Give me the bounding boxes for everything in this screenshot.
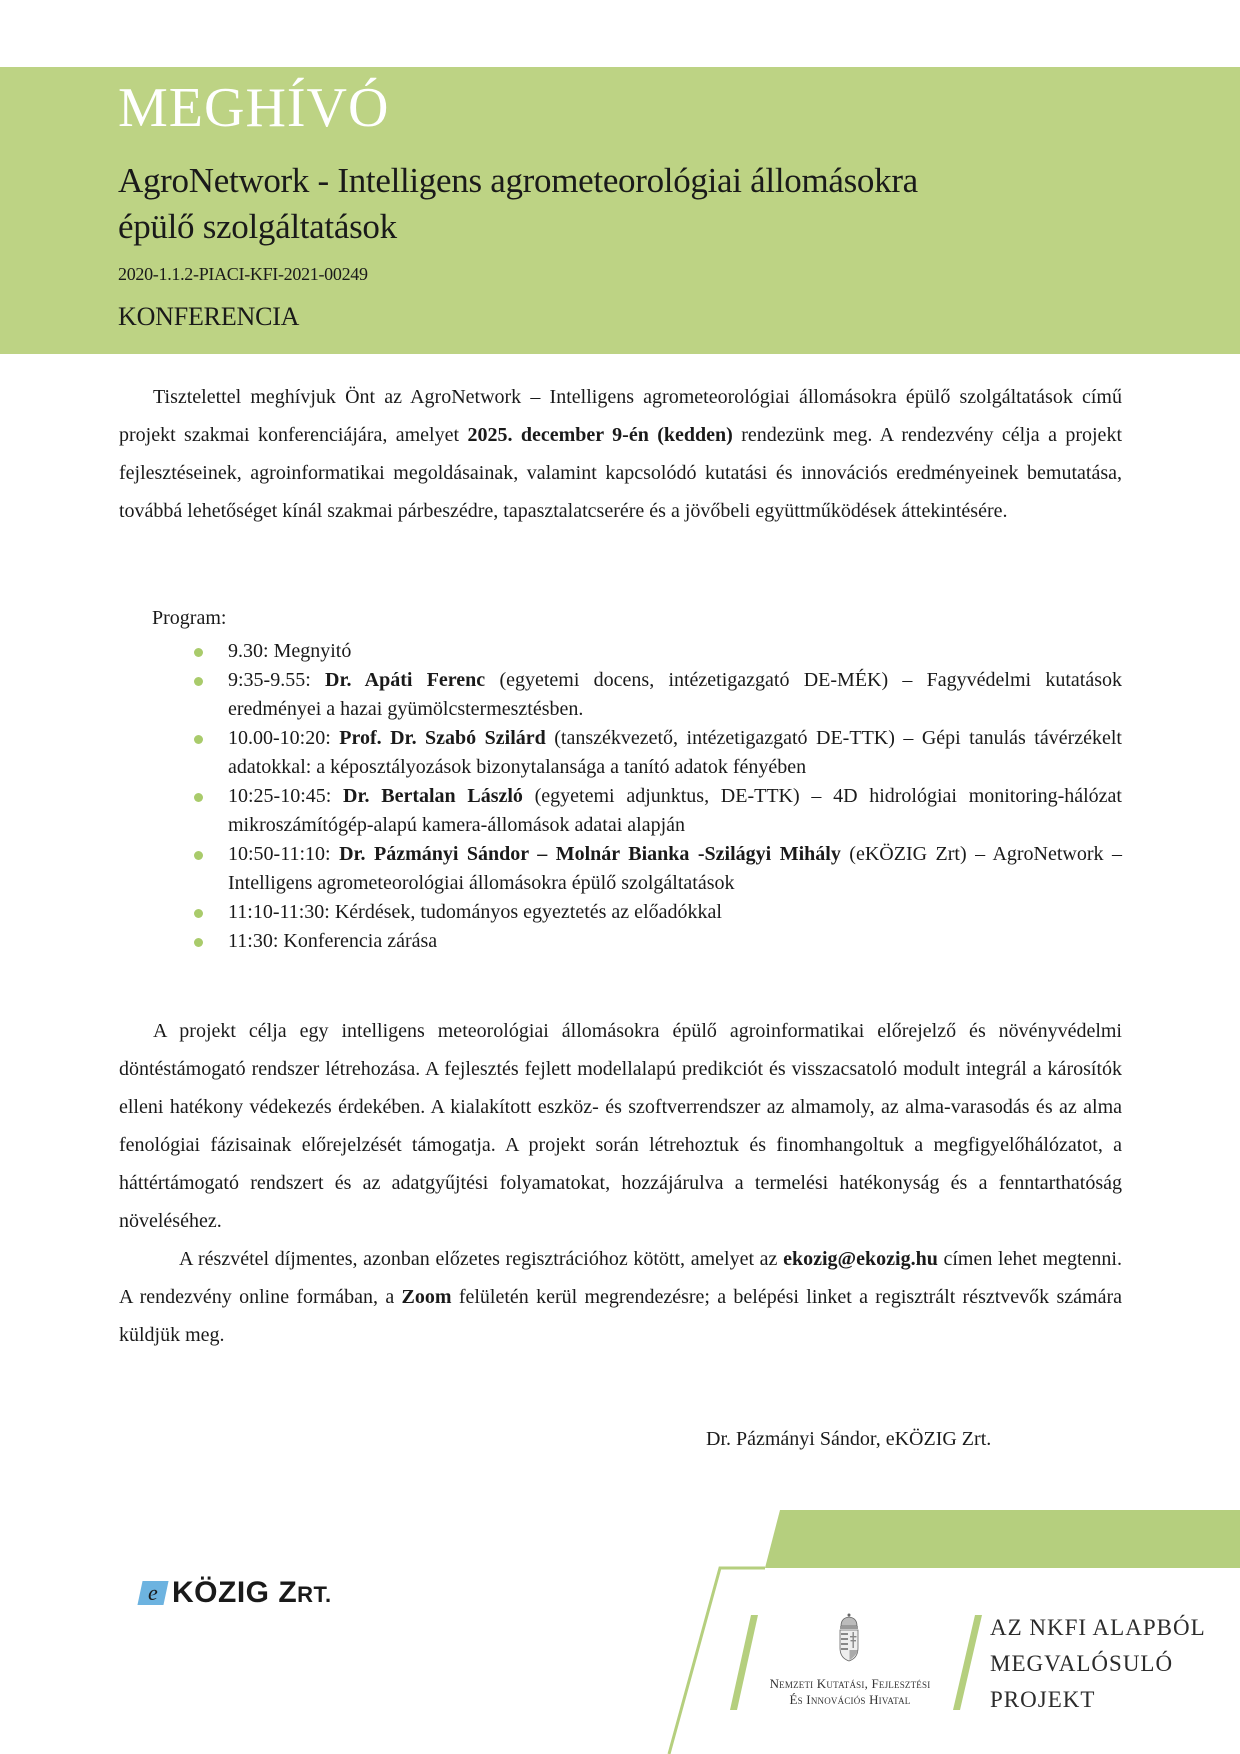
- project-title-line-2: épülő szolgáltatások: [118, 207, 397, 246]
- program-item: [190, 724, 1122, 782]
- program-speaker: Prof. Dr. Szabó Szilárd: [339, 727, 546, 749]
- program-time: 10:50-11:10:: [228, 843, 340, 865]
- bullet-icon: [194, 851, 203, 860]
- ekozig-wordmark: [172, 1578, 332, 1608]
- bullet-icon: [194, 648, 203, 657]
- program-item: [190, 927, 1122, 956]
- registration-text: A részvétel díjmentes, azonban előzetes regisztrációhoz kötött, amelyet az: [179, 1248, 784, 1270]
- nkfih-line-2: És Innovációs Hivatal: [789, 1692, 911, 1707]
- program-time: 11:10-11:30:: [228, 901, 335, 923]
- program-item: [190, 782, 1122, 840]
- registration-paragraph: [119, 1240, 1122, 1354]
- program-label: Program:: [152, 607, 227, 629]
- project-title-line-1: AgroNetwork - Intelligens agrometeorológiai állomásokra: [118, 161, 918, 200]
- registration-email-link[interactable]: ekozig@ekozig.hu: [783, 1248, 938, 1270]
- ekozig-e-mark-icon: [137, 1581, 168, 1605]
- program-speaker: Dr. Bertalan László: [343, 785, 523, 807]
- program-description: (tanszékvezető, intézetigazgató DE-TTK) – Gépi tanulás távérzékelt adatokkal: a képosztályozások bizonytalansága a tanító adatok fényében: [228, 727, 1122, 778]
- ekozig-logo: [140, 1578, 332, 1608]
- program-time: 11:30:: [228, 930, 284, 952]
- nkfi-project-label: [990, 1610, 1206, 1718]
- nkfih-agency-name: [760, 1676, 940, 1708]
- program-speaker: Dr. Pázmányi Sándor – Molnár Bianka -Szilágyi Mihály: [339, 843, 841, 865]
- program-description: Kérdések, tudományos egyeztetés az előadókkal: [334, 901, 722, 923]
- program-list: [190, 637, 1122, 956]
- bullet-icon: [194, 735, 203, 744]
- nkfi-project-line-1: AZ NKFI ALAPBÓL: [990, 1615, 1206, 1640]
- program-description: Konferencia zárása: [283, 930, 438, 952]
- program-item: [190, 840, 1122, 898]
- bullet-icon: [194, 938, 203, 947]
- project-code: 2020-1.1.2-PIACI-KFI-2021-00249: [118, 264, 368, 284]
- program-description: (egyetemi adjunktus, DE-TTK) – 4D hidrológiai monitoring-hálózat mikroszámítógép-alapú kamera-állomások adatai alapján: [228, 785, 1122, 836]
- nkfi-project-line-3: PROJEKT: [990, 1687, 1096, 1712]
- invitation-title: MEGHÍVÓ: [118, 77, 390, 139]
- program-time: 9.30:: [228, 640, 274, 662]
- intro-text-after: rendezünk meg. A rendezvény célja a projekt fejlesztéseinek, agroinformatikai megoldásainak, valamint kapcsolódó kutatási és innovációs eredményeinek bemutatása, továbbá lehetőséget kínál szakmai párbeszédre, tapasztalatcserére és a jövőbeli együttműködések áttekintésére.: [119, 424, 1122, 522]
- event-type: KONFERENCIA: [118, 302, 300, 331]
- ekozig-wordmark-main: KÖZIG Z: [172, 1576, 298, 1609]
- program-time: 9:35-9.55:: [228, 669, 326, 691]
- program-speaker: Dr. Apáti Ferenc: [325, 669, 486, 691]
- registration-text: felületén kerül megrendezésre; a belépési linket a regisztrált résztvevők számára küldjük meg.: [119, 1286, 1122, 1346]
- program-description: (egyetemi docens, intézetigazgató DE-MÉK) – Fagyvédelmi kutatások eredményei a hazai gyümölcstermesztésben.: [228, 669, 1122, 720]
- project-title: [118, 158, 1078, 250]
- event-date: 2025. december 9-én (kedden): [467, 424, 733, 446]
- bullet-icon: [194, 909, 203, 918]
- bullet-icon: [194, 677, 203, 686]
- project-goal-paragraph: A projekt célja egy intelligens meteorológiai állomásokra épülő agroinformatikai előrejelző és növényvédelmi döntéstámogató rendszer létrehozása. A fejlesztés fejlett modellalapú predikciót és visszacsatoló modult integrál a károsítók elleni hatékony védekezés érdekében. A kialakított eszköz- és szoftverrendszer az almamoly, az alma-varasodás és az alma fenológiai fázisainak előrejelzését támogatja. A projekt során létrehoztuk és finomhangoltuk a megfigyelőhálózatot, a háttértámogató rendszert és az adatgyűjtési folyamatokat, hozzájárulva a termelési hatékonyság és a fenntarthatóság növeléséhez.: [119, 1020, 1122, 1232]
- program-time: 10.00-10:20:: [228, 727, 340, 749]
- program-description: (eKÖZIG Zrt) – AgroNetwork – Intelligens agrometeorológiai állomásokra épülő szolgáltatások: [228, 843, 1122, 894]
- platform-name: Zoom: [401, 1286, 452, 1308]
- ekozig-e-letter: e: [148, 1580, 158, 1605]
- nkfi-project-line-2: MEGVALÓSULÓ: [990, 1651, 1174, 1676]
- program-item: [190, 898, 1122, 927]
- ekozig-wordmark-suffix: RT.: [297, 1582, 332, 1607]
- registration-text: címen lehet megtenni. A rendezvény online formában, a: [119, 1248, 1122, 1308]
- intro-text-before: Tisztelettel meghívjuk Önt az AgroNetwork – Intelligens agrometeorológiai állomásokra épülő szolgáltatások című projekt szakmai konferenciájára, amelyet: [119, 386, 1122, 446]
- hungarian-coat-of-arms-icon: [837, 1612, 861, 1664]
- intro-paragraph: [119, 378, 1122, 530]
- signature: Dr. Pázmányi Sándor, eKÖZIG Zrt.: [706, 1428, 992, 1450]
- program-item: [190, 637, 1122, 666]
- bullet-icon: [194, 793, 203, 802]
- nkfih-line-1: Nemzeti Kutatási, Fejlesztési: [769, 1676, 931, 1691]
- program-item: [190, 666, 1122, 724]
- program-time: 10:25-10:45:: [228, 785, 344, 807]
- program-description: Megnyitó: [273, 640, 352, 662]
